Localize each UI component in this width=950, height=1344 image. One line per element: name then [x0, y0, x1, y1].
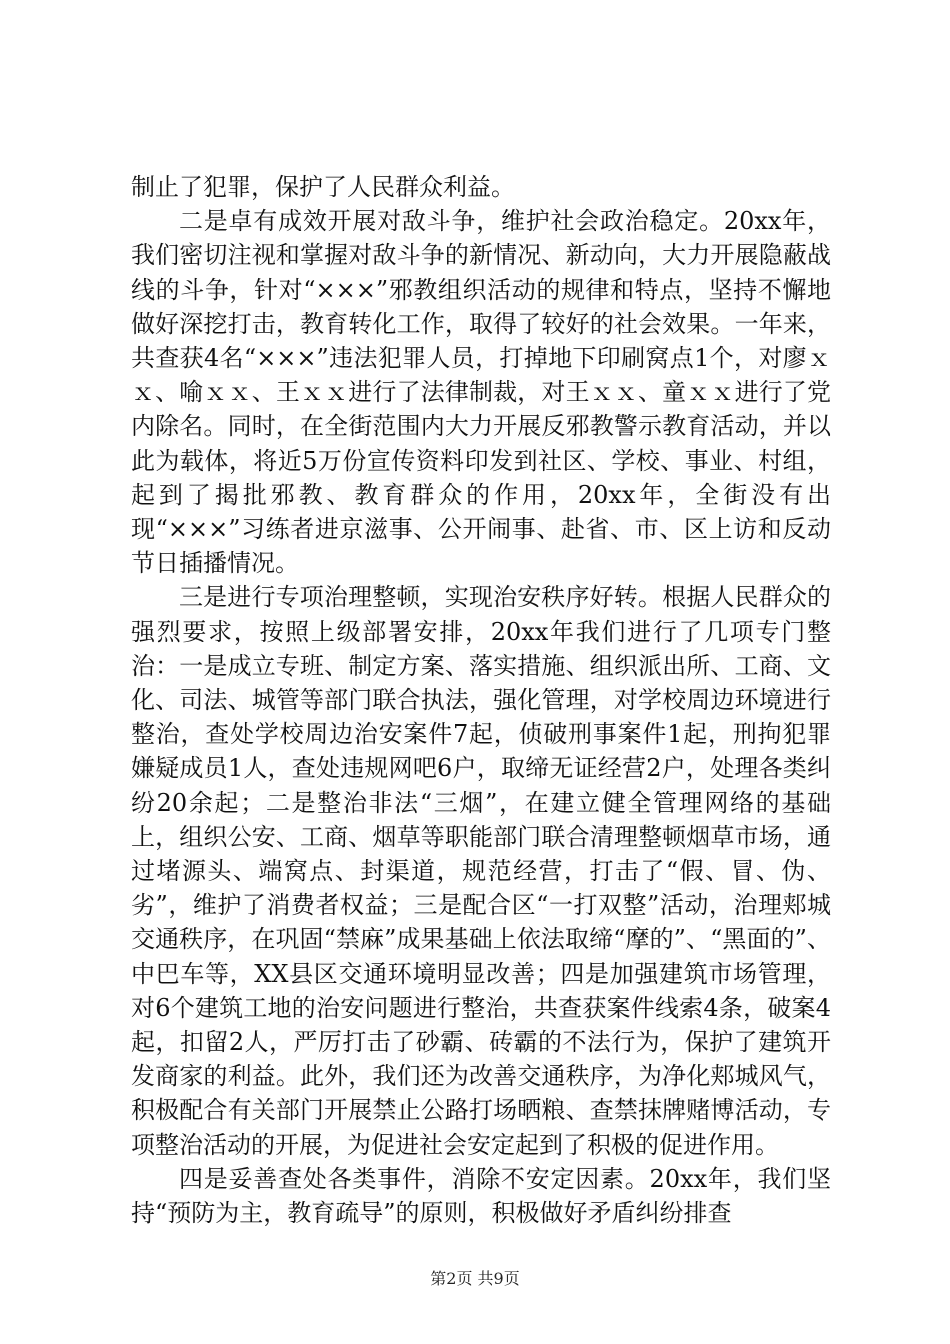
- paragraph-rectification: 三是进行专项治理整顿，实现治安秩序好转。根据人民群众的强烈要求，按照上级部署安排，20xx年我们进行了几项专门整治：一是成立专班、制定方案、落实措施、组织派出所、工商、文化、司法、城管等部门联合执法，强化管理，对学校周边环境进行整治，查处学校周边治安案件7起，侦破刑事案件1起，刑拘犯罪嫌疑成员1人，查处违规网吧6户，取缔无证经营2户，处理各类纠纷20余起；二是整治非法“三烟”，在建立健全管理网络的基础上，组织公安、工商、烟草等职能部门联合清理整顿烟草市场，通过堵源头、端窝点、封渠道，规范经营，打击了“假、冒、伪、劣”，维护了消费者权益；三是配合区“一打双整”活动，治理郏城交通秩序，在巩固“禁麻”成果基础上依法取缔“摩的”、“黑面的”、中巴车等，XX县区交通环境明显改善；四是加强建筑市场管理，对6个建筑工地的治安问题进行整治，共查获案件线索4条，破案4起，扣留2人，严厉打击了砂霸、砖霸的不法行为，保护了建筑开发商家的利益。此外，我们还为改善交通秩序，为净化郏城风气，积极配合有关部门开展禁止公路打场晒粮、查禁抹牌赌博活动，专项整治活动的开展，为促进社会安定起到了积极的促进作用。: [131, 583, 831, 1159]
- body-text: [131, 170, 831, 1230]
- paragraph-struggle: 二是卓有成效开展对敌斗争，维护社会政治稳定。20xx年，我们密切注视和掌握对敌斗争的新情况、新动向，大力开展隐蔽战线的斗争，针对“×××”邪教组织活动的规律和特点，坚持不懈地做好深挖打击，教育转化工作，取得了较好的社会效果。一年来，共查获4名“×××”违法犯罪人员，打掉地下印刷窝点1个，对廖ｘｘ、喻ｘｘ、王ｘｘ进行了法律制裁，对王ｘｘ、童ｘｘ进行了党内除名。同时，在全街范围内大力开展反邪教警示教育活动，并以此为载体，将近5万份宣传资料印发到社区、学校、事业、村组，起到了揭批邪教、教育群众的作用，20xx年，全街没有出现“×××”习练者进京滋事、公开闹事、赴省、市、区上访和反动节日插播情况。: [131, 207, 831, 578]
- paragraph-incidents: 四是妥善查处各类事件，消除不安定因素。20xx年，我们坚持“预防为主，教育疏导”的原则，积极做好矛盾纠纷排查: [131, 1164, 831, 1228]
- page-number-footer: 第2页 共9页: [430, 1269, 520, 1288]
- paragraph-continuation: 制止了犯罪，保护了人民群众利益。: [131, 173, 515, 201]
